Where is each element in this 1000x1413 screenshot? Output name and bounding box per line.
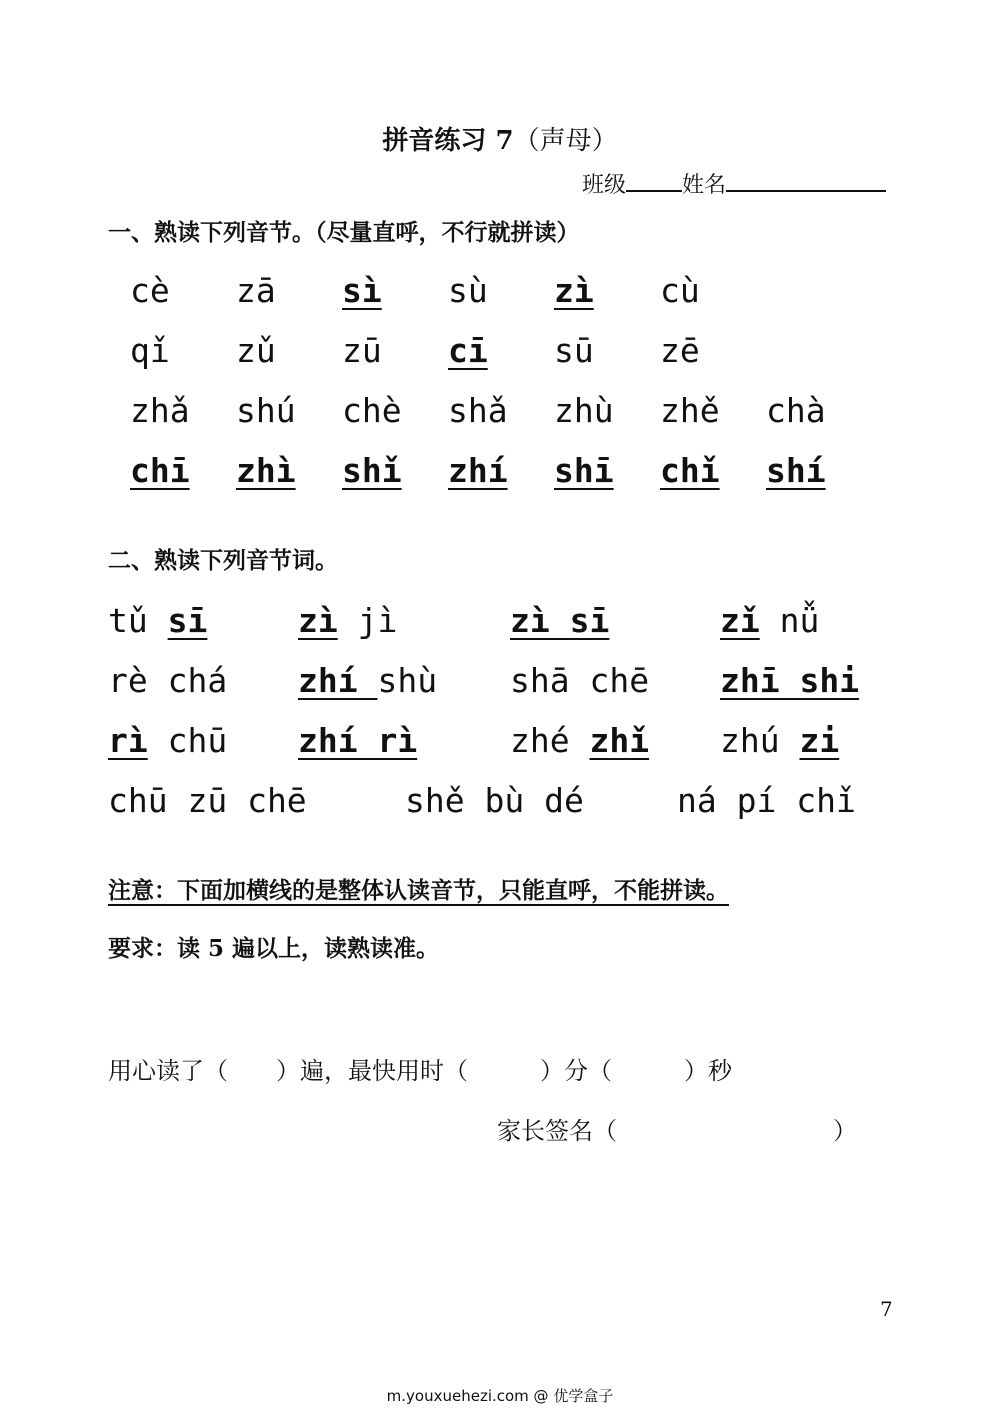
word-part: tǔ xyxy=(108,601,168,640)
word-part-whole: zhí xyxy=(298,661,378,700)
parent-signature: 家长签名（ ） xyxy=(497,1117,857,1145)
syllable-whole: shǐ xyxy=(342,451,402,490)
syllable-whole: zhí xyxy=(448,451,508,490)
syllable-whole: shí xyxy=(766,451,826,490)
word-part-whole: zì xyxy=(298,601,338,640)
syllable: chè xyxy=(342,391,402,430)
word-part: nǚ xyxy=(759,601,820,640)
word-part-whole: zǐ xyxy=(720,601,760,640)
pinyin-word xyxy=(510,601,610,640)
word-part: zhé xyxy=(510,721,590,760)
pinyin-word xyxy=(108,721,228,760)
pinyin-word xyxy=(720,661,860,700)
word-part: shě bù dé xyxy=(405,781,584,820)
syllable-whole: shī xyxy=(554,451,614,490)
syllable: zhù xyxy=(554,391,614,430)
page-title xyxy=(0,120,1000,157)
syllable: zhǎ xyxy=(130,391,190,430)
word-part: chū zū chē xyxy=(108,781,307,820)
syllable-whole: chǐ xyxy=(660,451,720,490)
pinyin-word xyxy=(510,721,650,760)
section2-heading: 二、熟读下列音节词。 xyxy=(108,547,338,574)
syllable: qǐ xyxy=(130,331,170,370)
title-main: 拼音练习 7 xyxy=(382,126,514,156)
word-part-whole: zhí rì xyxy=(298,721,418,760)
pinyin-word xyxy=(108,661,228,700)
syllable: zhě xyxy=(660,391,720,430)
word-part: rè chá xyxy=(108,661,228,700)
word-part-whole: zi xyxy=(799,721,840,760)
footer-site: m.youxuehezi.com @ 优学盒子 xyxy=(386,1387,614,1405)
word-part: shā chē xyxy=(510,661,650,700)
syllable: zā xyxy=(236,271,276,310)
word-part-whole: rì xyxy=(108,721,148,760)
class-blank[interactable] xyxy=(626,170,682,192)
pinyin-word xyxy=(405,781,584,820)
syllable: sū xyxy=(554,331,594,370)
title-sub: （声母） xyxy=(513,126,618,156)
pinyin-word xyxy=(298,721,418,760)
syllable: zū xyxy=(342,331,382,370)
pinyin-word xyxy=(298,601,398,640)
syllable: sù xyxy=(448,271,488,310)
pinyin-word xyxy=(677,781,856,820)
syllable-whole: chī xyxy=(130,451,190,490)
class-label: 班级 xyxy=(582,173,627,198)
pinyin-word xyxy=(108,781,307,820)
syllable: cù xyxy=(660,271,700,310)
name-label: 姓名 xyxy=(682,173,727,198)
syllable: shǎ xyxy=(448,391,508,430)
record-line: 用心读了（ ）遍，最快用时（ ）分（ ）秒 xyxy=(108,1057,732,1085)
word-part-whole: sī xyxy=(167,601,208,640)
page-number: 7 xyxy=(880,1297,893,1321)
word-part: jì xyxy=(337,601,398,640)
syllable: chà xyxy=(766,391,826,430)
syllable-whole: zhì xyxy=(236,451,296,490)
word-part: zhú xyxy=(720,721,800,760)
syllable-whole: zì xyxy=(554,271,594,310)
pinyin-word xyxy=(108,601,208,640)
pinyin-word xyxy=(510,661,650,700)
word-part-whole: zì sī xyxy=(510,601,610,640)
pinyin-word xyxy=(720,721,840,760)
name-blank[interactable] xyxy=(726,170,886,192)
class-name-line xyxy=(582,168,886,199)
pinyin-word xyxy=(298,661,438,700)
word-part: shù xyxy=(377,661,438,700)
syllable: zǔ xyxy=(236,331,276,370)
pinyin-word xyxy=(720,601,820,640)
syllable-whole: cī xyxy=(448,331,488,370)
note-text: 注意：下面加横线的是整体认读音节，只能直呼，不能拼读。 xyxy=(108,877,729,904)
word-part-whole: zhī shi xyxy=(720,661,860,700)
syllable-whole: sì xyxy=(342,271,382,310)
requirement-text: 要求：读 5 遍以上，读熟读准。 xyxy=(108,935,440,962)
word-part: chū xyxy=(147,721,228,760)
word-part: ná pí chǐ xyxy=(677,781,856,820)
syllable: cè xyxy=(130,271,170,310)
syllable: zē xyxy=(660,331,700,370)
syllable: shú xyxy=(236,391,296,430)
section1-heading: 一、熟读下列音节。（尽量直呼，不行就拼读） xyxy=(108,219,580,246)
word-part-whole: zhǐ xyxy=(589,721,650,760)
